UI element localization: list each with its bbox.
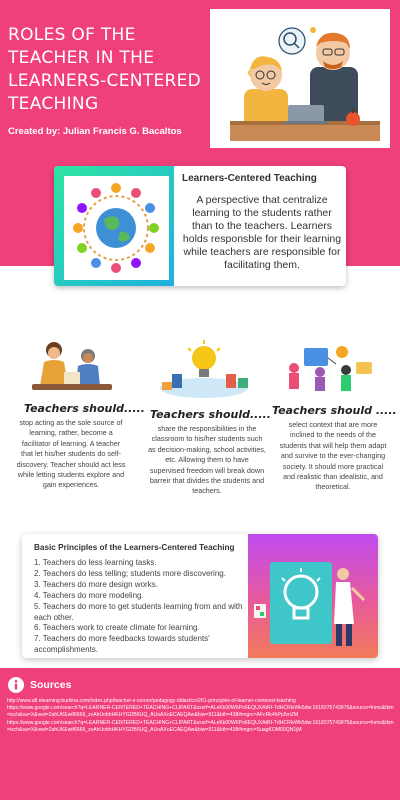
principle-item: 5. Teachers do more to get students learning from and with each other. xyxy=(34,601,243,622)
principle-item: 6. Teachers work to create climate for learning. xyxy=(34,623,200,633)
sources-list xyxy=(7,698,395,734)
definition-text: A perspective that centralize learning to the students rather than to the teachers. Learners holds responsble for their learning while teachers are responsible for facilitating them. xyxy=(182,194,342,271)
page-title: ROLES OF THE TEACHER IN THE LEARNERS-CENTERED TEACHING xyxy=(8,25,202,114)
source-link[interactable]: http://www.afl.elearning-burkina.com/index.php/teacher-s-corner/pedagogy-didactics/261-principles-of-learner-centered-teaching xyxy=(7,698,296,704)
idea-lightbulb-illustration xyxy=(248,534,378,658)
role-text-3: select context that are more inclined to the needs of the students that will help them adapt and survive to the ever-changing society. It should more practical and realistic than idealistic, and theoretical. xyxy=(279,420,387,492)
teacher-student-illustration xyxy=(210,9,390,149)
principle-item: 1. Teachers do less learning tasks. xyxy=(34,558,157,567)
creator-credit: Created by: Julian Francis G. Bacaltos xyxy=(8,126,182,137)
principle-item: 4. Teachers do more modeling. xyxy=(34,590,144,600)
sources-title: Sources xyxy=(30,679,72,691)
role-text-2: share the responsibilities in the classroom to his/her students such as decision-making, school activities, etc. Allowing them to have supervised freedom will break down barreir that divides the students and teachers. xyxy=(148,424,266,496)
source-link[interactable]: https://www.google.com/search?q=LEARNER-CENTERED+TEACHING+CLIPART&sxsrf=ALeKk00W6Po6EQUXAtRI-TdHCRlvWk5dw:1618375743875&source=lnms&tbm=isch&sa=X&ved=2ahUKEwif6669_zvAhUobhHKHYGDB6UQ_AUoAXoECAEQAw&biw=911&bih=438#imgrc=SuagKOM00QN1jM xyxy=(7,719,394,733)
collaboration-illustration xyxy=(270,338,390,400)
principle-item: 3. Teachers do more design works. xyxy=(34,579,158,589)
definition-title: Learners-Centered Teaching xyxy=(182,173,317,184)
teacher-helping-illustration xyxy=(12,336,132,398)
principles-card xyxy=(22,534,378,658)
role-heading-2: Teachers should..... xyxy=(150,408,271,421)
principle-item: 7. Teachers do more feedbacks towards students' accomplishments. xyxy=(34,634,210,655)
children-globe-illustration xyxy=(64,176,169,280)
principle-item: 2. Teachers do less telling; students more discovering. xyxy=(34,568,226,578)
definition-card xyxy=(54,166,346,286)
principles-list xyxy=(34,558,249,656)
source-link[interactable]: https://www.google.com/search?q=LEARNER-CENTERED+TEACHING+CLIPART&sxsrf=ALeKk00W6Po6EQUXAtRI-TdHCRlvWk5dw:1618375743875&source=lnms&tbm=isch&sa=X&ved=2ahUKEwif6669_zvAhUobhHKHYGDB6UQ_AUoAXoECAEQAw&biw=911&bih=438#imgrc=AFcRk4hPp5mZM xyxy=(7,705,394,719)
sources-section xyxy=(0,668,400,800)
lightbulb-illustration xyxy=(152,338,272,400)
role-text-1: stop acting as the sole source of learning, rather, become a facilitator of learning. A teacher that let his/her students do self-discovery. Teacher should act less while letting students explore and gain experiences. xyxy=(16,418,126,490)
role-heading-1: Teachers should..... xyxy=(24,402,145,415)
info-icon xyxy=(8,677,24,693)
principles-title: Basic Principles of the Learners-Centered Teaching xyxy=(34,543,235,552)
role-heading-3: Teachers should ..... xyxy=(272,404,397,417)
